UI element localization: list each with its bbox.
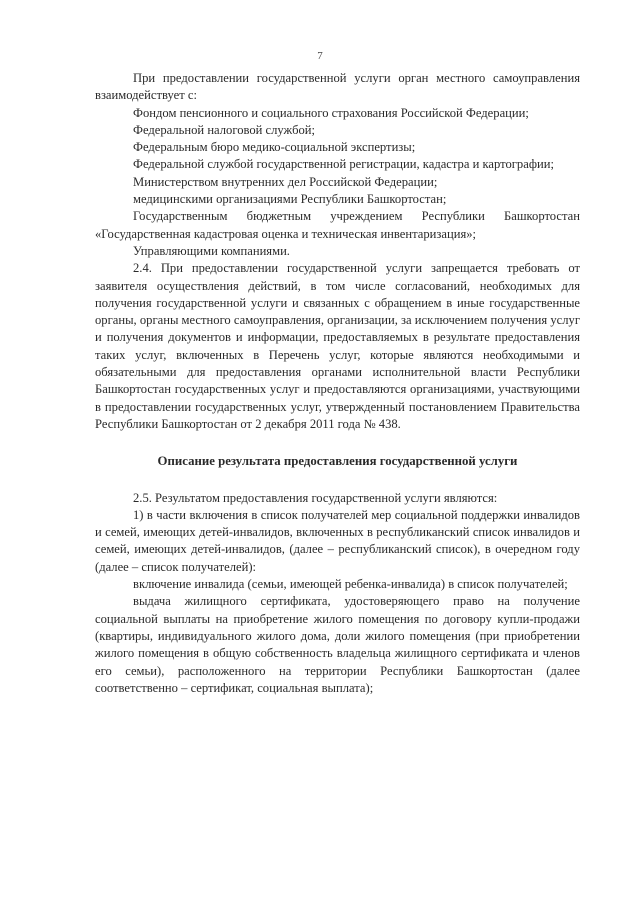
paragraph: Федеральным бюро медико-социальной экспертизы;: [133, 140, 416, 155]
page-number: 7: [317, 50, 323, 62]
paragraph: Федеральной службой государственной регистрации, кадастра и картографии;: [133, 157, 554, 172]
paragraph: Фондом пенсионного и социального страхования Российской Федерации;: [133, 105, 529, 120]
paragraph: включение инвалида (семьи, имеющей ребенка-инвалида) в список получателей;: [133, 577, 568, 592]
paragraph: Министерством внутренних дел Российской Федерации;: [133, 174, 438, 189]
paragraph: выдача жилищного сертификата, удостоверяющего право на получение социальной выплаты на приобретение жилого помещения по договору купли-продажи (квартиры, индивидуального жилого дома, доли жилого помещения (при приобретении жилого помещения в общую собственность владельца жилищного сертификата и членов его семьи), расположенного на территории Республики Башкортостан (далее соответственно – сертификат, социальная выплата);: [95, 594, 580, 695]
paragraph: Управляющими компаниями.: [133, 243, 290, 258]
paragraph: Федеральной налоговой службой;: [133, 122, 316, 137]
document-body: [95, 70, 580, 697]
section-heading: Описание результата предоставления государственной услуги: [157, 454, 518, 469]
paragraph: При предоставлении государственной услуги орган местного самоуправления взаимодействует с:: [95, 71, 580, 103]
paragraph: 2.5. Результатом предоставления государственной услуги являются:: [133, 490, 498, 505]
paragraph: 2.4. При предоставлении государственной услуги запрещается требовать от заявителя осуществления действий, в том числе согласований, необходимых для получения государственной услуги и связанных с обращением в иные государственные органы, органы местного самоуправления, организации, за исключением получения услуг и получения документов и информации, предоставляемых в результате предоставления таких услуг, включенных в Перечень услуг, которые являются необходимыми и обязательными для предоставления органами исполнительной власти Республики Башкортостан государственных услуг и предоставляются организациями, участвующими в предоставлении государственных услуг, утвержденный постановлением Правительства Республики Башкортостан от 2 декабря 2011 года № 438.: [95, 261, 580, 431]
paragraph: Государственным бюджетным учреждением Республики Башкортостан «Государственная кадастровая оценка и техническая инвентаризация»;: [95, 209, 580, 241]
paragraph: медицинскими организациями Республики Башкортостан;: [133, 192, 447, 207]
paragraph: 1) в части включения в список получателей мер социальной поддержки инвалидов и семей, имеющих детей-инвалидов, включенных в республиканский список инвалидов и семей, имеющих детей-инвалидов, (далее – республиканский список), в очередном году (далее – список получателей):: [95, 507, 580, 574]
